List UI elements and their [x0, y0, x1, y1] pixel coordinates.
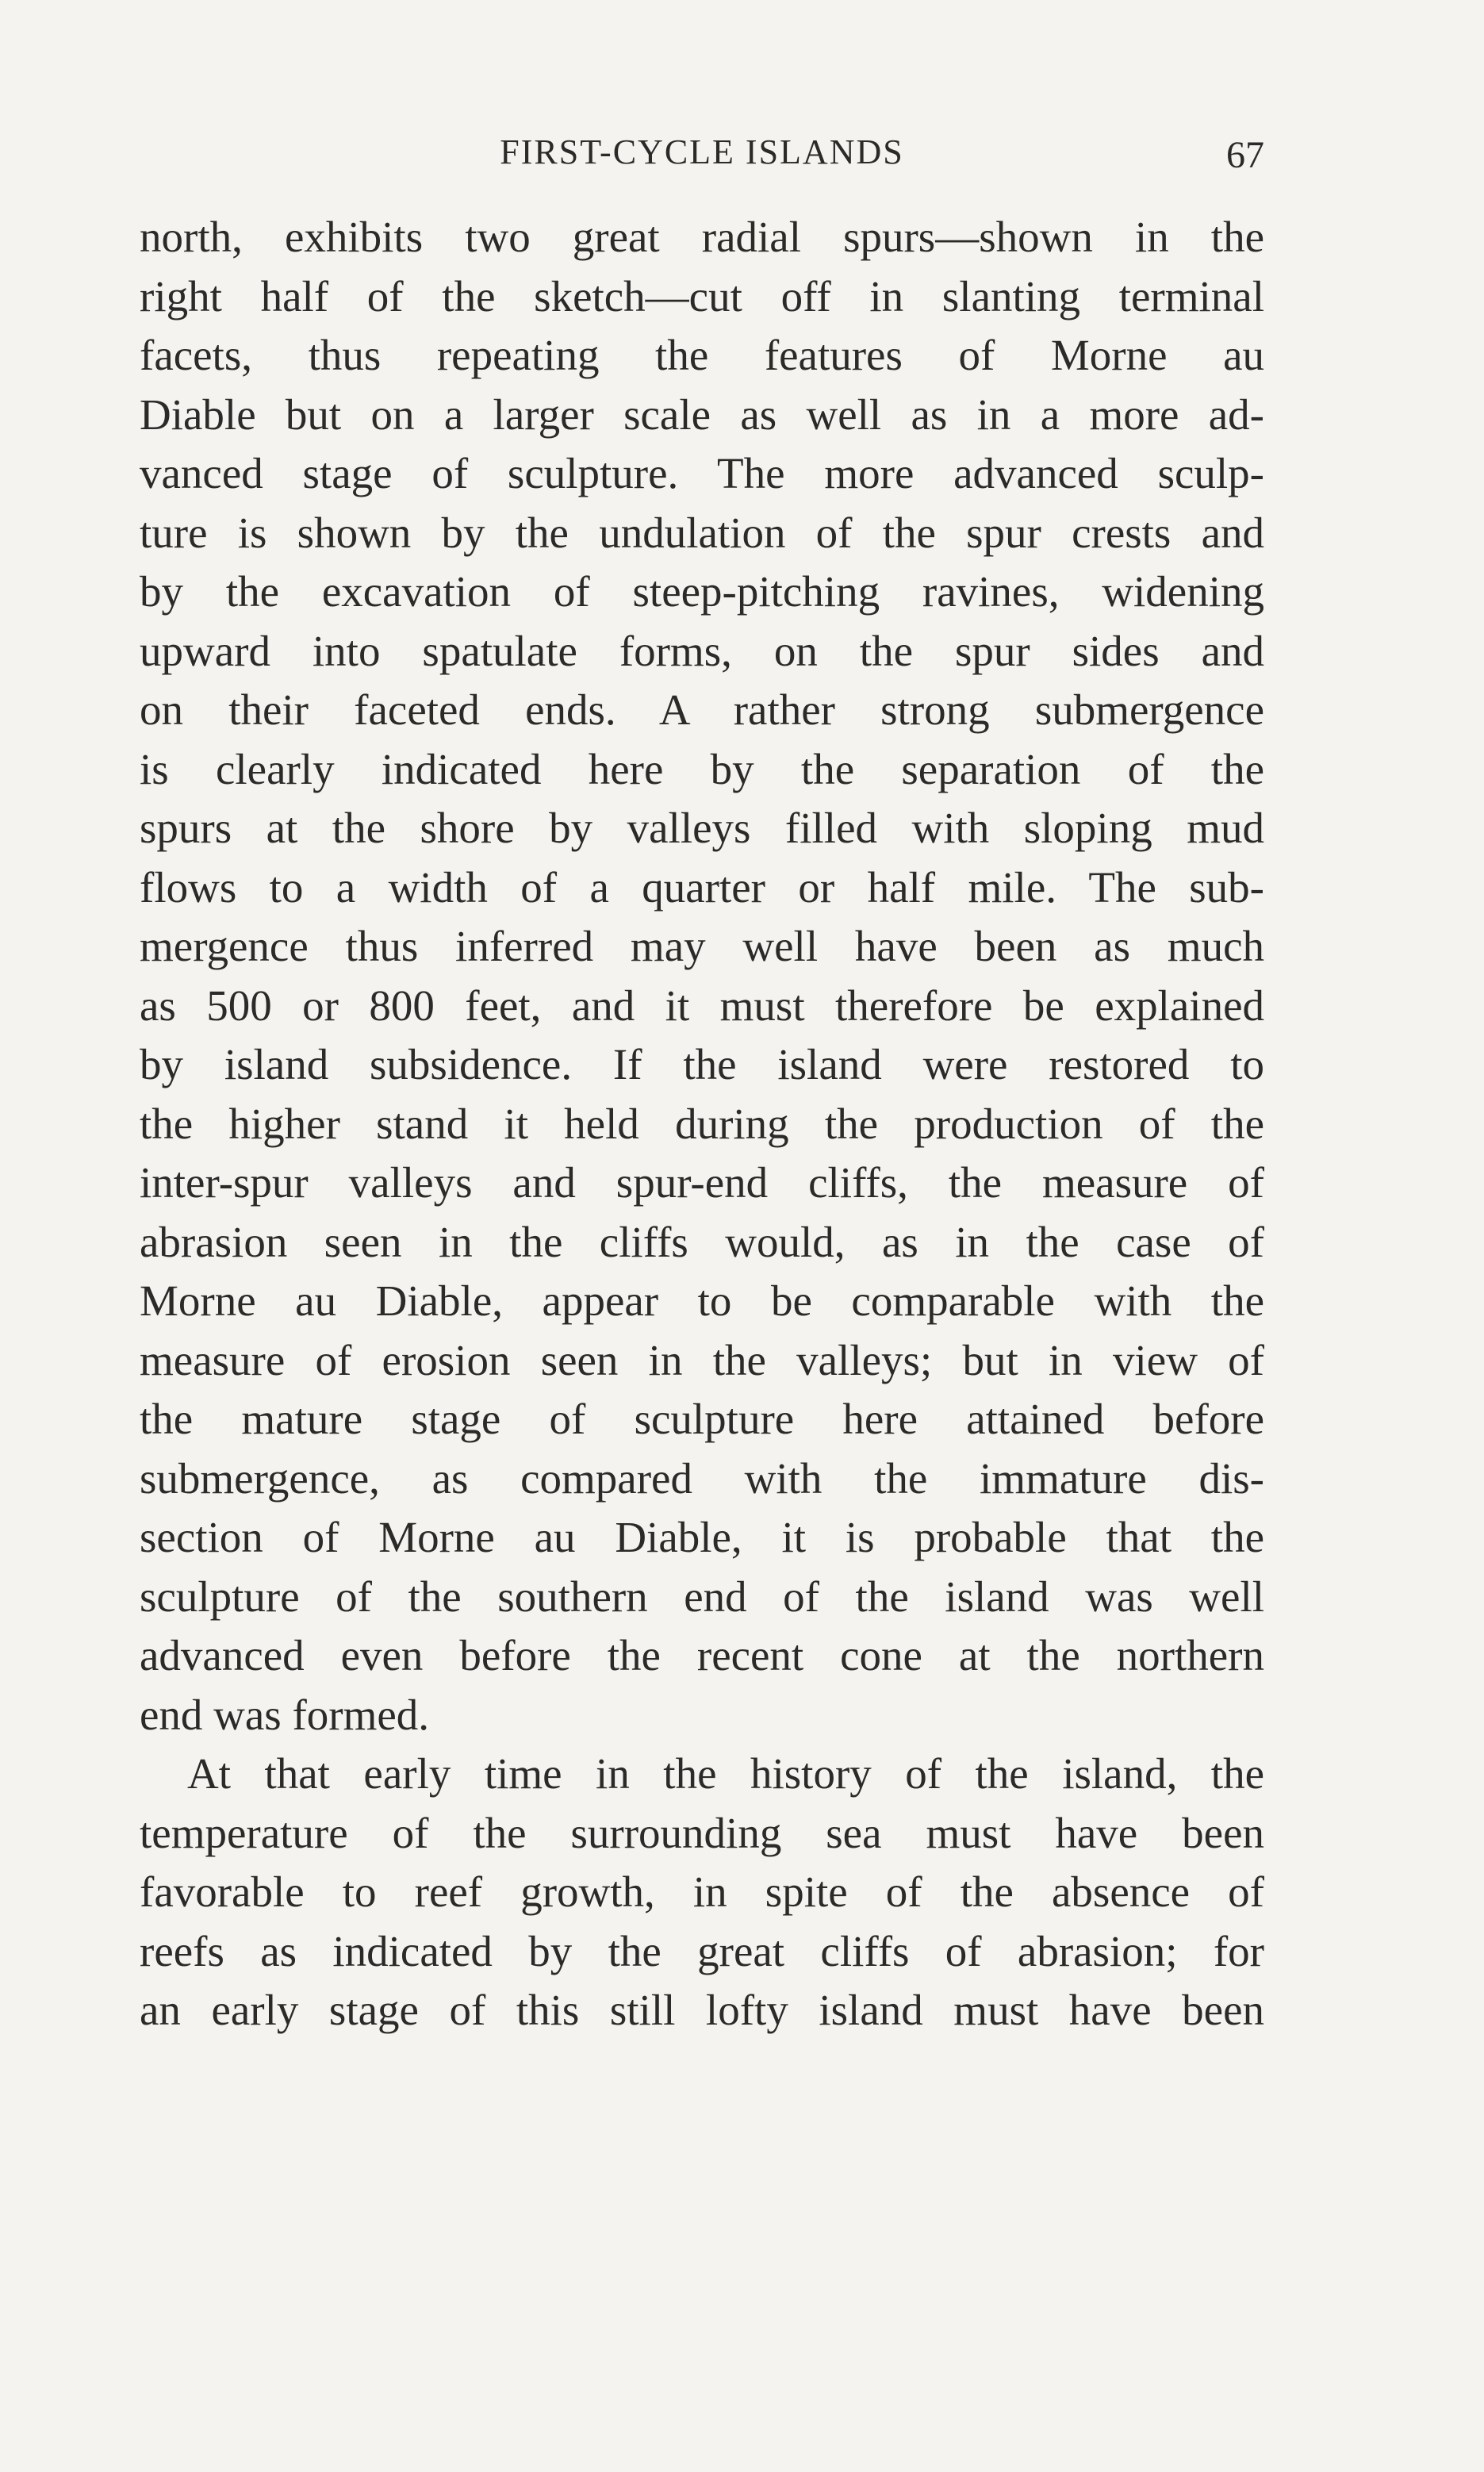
- text-line: advanced even before the recent cone at the northern: [140, 1631, 1264, 1679]
- text-line: temperature of the surrounding sea must have been: [140, 1808, 1264, 1857]
- text-line: the higher stand it held during the production of the: [140, 1099, 1264, 1148]
- text-line: Diable but on a larger scale as well as in a more ad-: [140, 390, 1264, 439]
- text-line: upward into spatulate forms, on the spur sides and: [140, 626, 1264, 675]
- text-line: reefs as indicated by the great cliffs of abrasion; for: [140, 1926, 1264, 1975]
- text-line: facets, thus repeating the features of Morne au: [140, 331, 1264, 379]
- text-line: is clearly indicated here by the separation of the: [140, 744, 1264, 793]
- text-line: the mature stage of sculpture here attained before: [140, 1395, 1264, 1443]
- text-line: flows to a width of a quarter or half mile. The sub-: [140, 862, 1264, 912]
- paragraph-start-line: At that early time in the history of the island, the: [187, 1749, 1264, 1798]
- text-line: abrasion seen in the cliffs would, as in the case of: [140, 1217, 1264, 1266]
- text-line: by island subsidence. If the island were restored to: [140, 1040, 1264, 1088]
- text-line: right half of the sketch—cut off in slanting terminal: [140, 271, 1264, 321]
- page-number: 67: [1226, 134, 1264, 176]
- running-head: [140, 129, 1264, 176]
- text-line: an early stage of this still lofty island must have been: [140, 1986, 1264, 2034]
- text-line: submergence, as compared with the immature dis-: [140, 1453, 1264, 1503]
- text-line: on their faceted ends. A rather strong submergence: [140, 685, 1264, 734]
- text-line: mergence thus inferred may well have been as much: [140, 922, 1264, 970]
- text-line: as 500 or 800 feet, and it must therefore be explained: [140, 981, 1264, 1030]
- text-line: Morne au Diable, appear to be comparable with the: [140, 1276, 1264, 1325]
- text-line: spurs at the shore by valleys filled with sloping mud: [140, 804, 1264, 852]
- text-line: section of Morne au Diable, it is probable that the: [140, 1513, 1264, 1561]
- text-line: sculpture of the southern end of the island was well: [140, 1572, 1264, 1621]
- text-line: measure of erosion seen in the valleys; but in view of: [140, 1335, 1264, 1384]
- body-text: [140, 208, 1264, 2040]
- paragraph-end-line: end was formed.: [140, 1690, 430, 1739]
- text-line: favorable to reef growth, in spite of the absence of: [140, 1867, 1264, 1916]
- text-line: by the excavation of steep-pitching ravines, widening: [140, 567, 1264, 616]
- text-line: ture is shown by the undulation of the spur crests and: [140, 508, 1264, 557]
- text-line: north, exhibits two great radial spurs—shown in the: [140, 213, 1264, 261]
- running-title: FIRST-CYCLE ISLANDS: [500, 132, 904, 171]
- text-line: inter-spur valleys and spur-end cliffs, the measure of: [140, 1158, 1264, 1207]
- text-line: vanced stage of sculpture. The more advanced sculp-: [140, 449, 1264, 497]
